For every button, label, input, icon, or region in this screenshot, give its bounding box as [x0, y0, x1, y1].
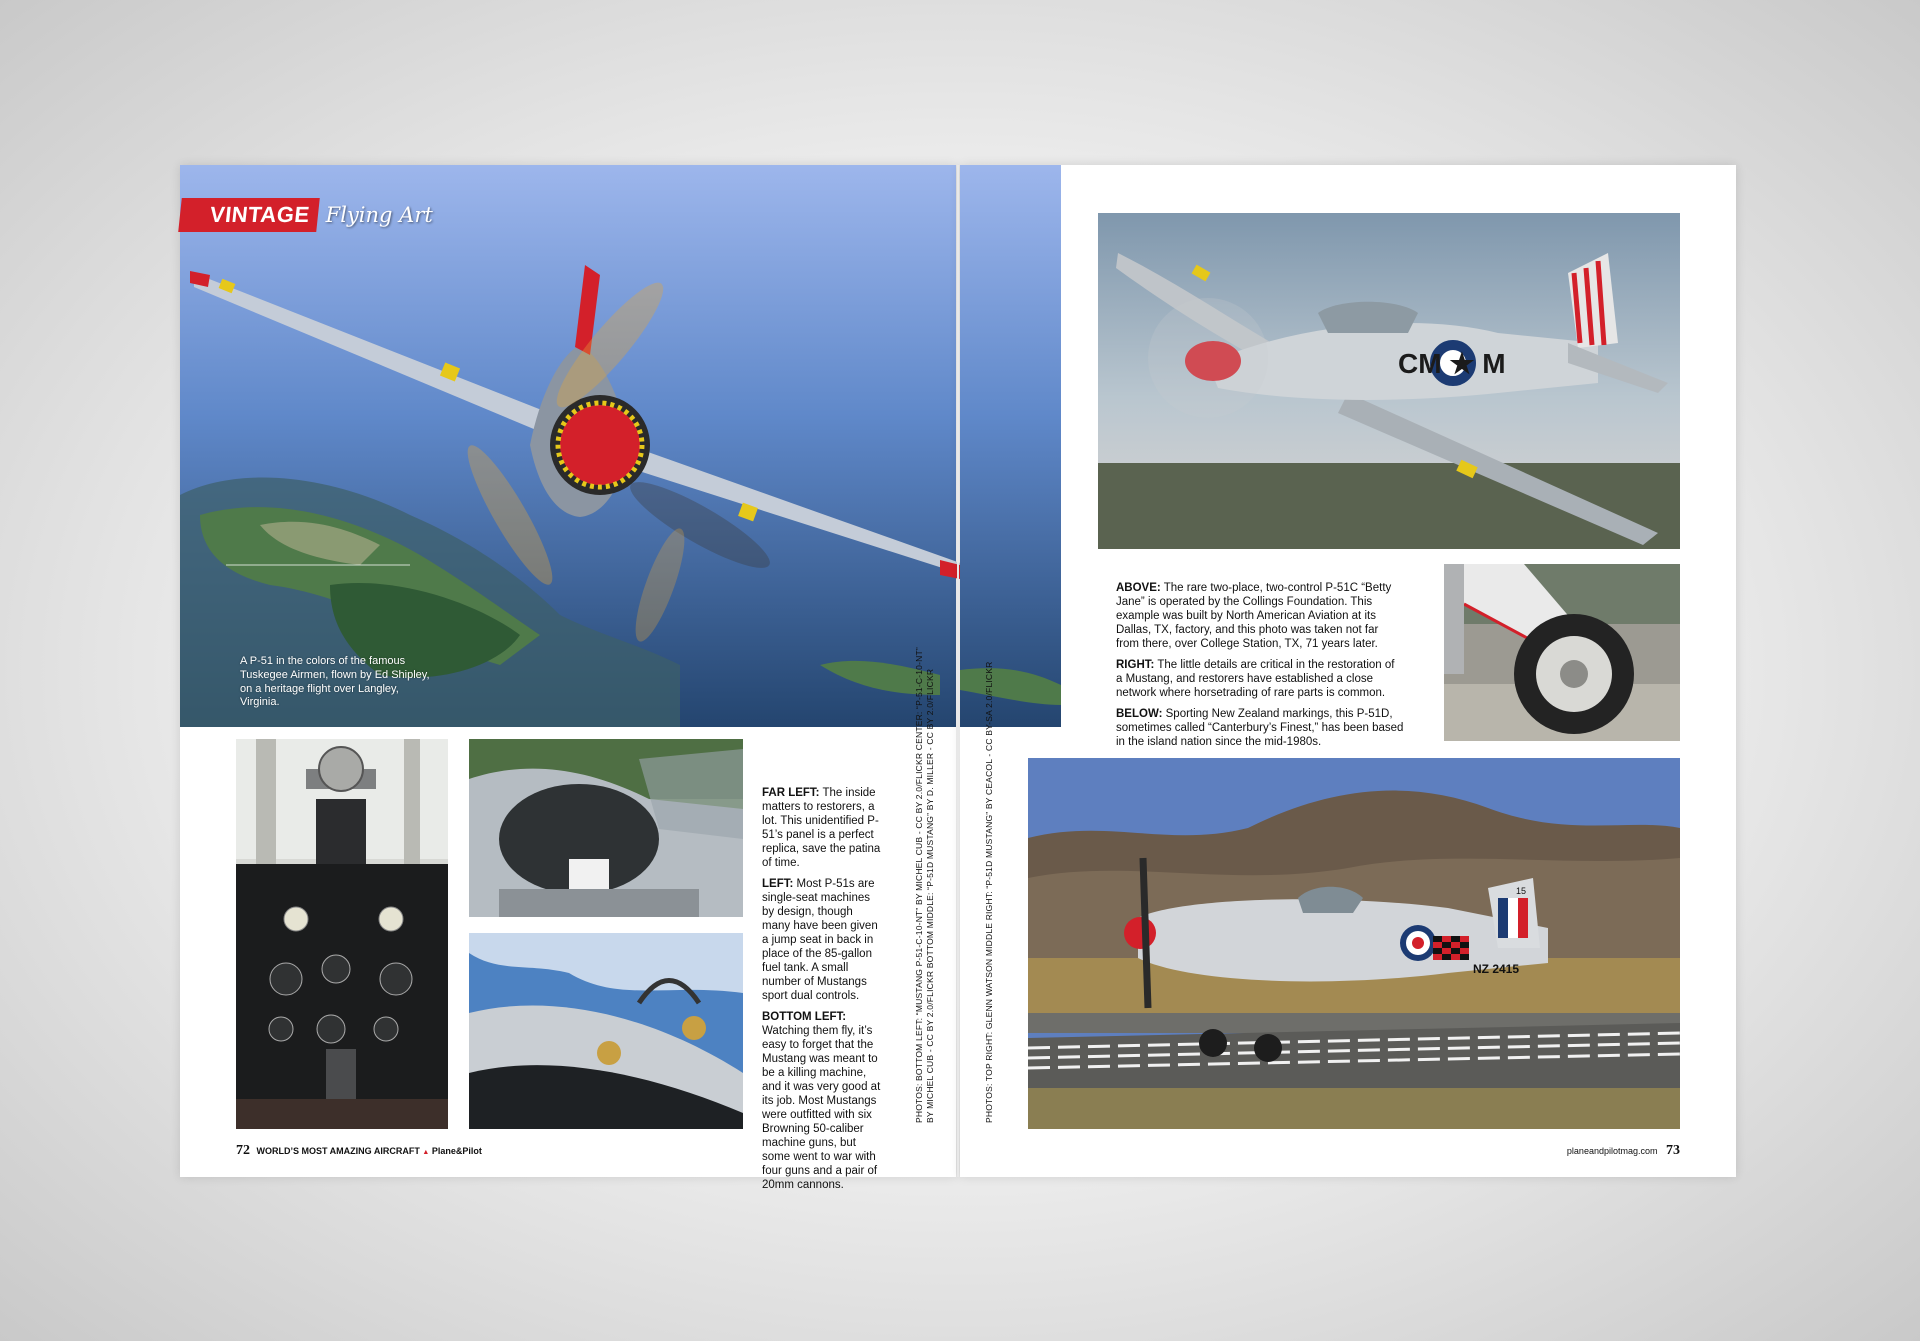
website-url: planeandpilotmag.com: [1566, 1146, 1658, 1156]
photo-cockpit-panel: [236, 739, 448, 1129]
footer-left: [236, 1143, 482, 1159]
caption-far-left: FAR LEFT: The inside matters to restorers, a lot. This unidentified P-51’s panel is a perfect replica, save the patina of time.: [762, 787, 881, 870]
photo-nz-p51d: [1028, 758, 1680, 1129]
caption-above: ABOVE: The rare two-place, two-control P-51C “Betty Jane” is operated by the Collings Foundation. This example was built by North American Aviation at its Dallas, TX, factory, and this photo was taken not far from there, over College Station, TX, 71 years later.: [1116, 582, 1392, 651]
photo-cockpit-seat: [469, 739, 743, 917]
magazine-title: WORLD’S MOST AMAZING AIRCRAFT: [256, 1146, 420, 1156]
caption-below: BELOW: Sporting New Zealand markings, this P-51D, sometimes called “Canterbury’s Finest,” has been based in the island nation since the mid-1980s.: [1116, 708, 1404, 749]
caption-bottom-left: BOTTOM LEFT: Watching them fly, it’s easy to forget that the Mustang was meant to be a killing machine, and it was very good at its job. Most Mustangs were outfitted with six Browning 50-caliber machine guns, but some went to war with four guns and a pair of 20mm cannons.: [762, 1011, 881, 1192]
right-captions: [1116, 581, 1404, 756]
spine-divider: [957, 165, 959, 1177]
photo-betty-jane-p51c: [1098, 213, 1680, 549]
right-page: [960, 165, 1736, 1177]
photo-mustang-guns: [469, 933, 743, 1129]
flying-art-label: Flying Art: [325, 203, 433, 227]
photo-landing-gear-wheel: [1444, 564, 1680, 741]
hero-caption: A P-51 in the colors of the famous Tuskegee Airmen, flown by Ed Shipley, on a heritage flight over Langley, Virginia.: [240, 655, 430, 709]
page-number-left: 72: [236, 1143, 250, 1158]
triangle-icon: ▲: [422, 1149, 430, 1156]
caption-right: RIGHT: The little details are critical in the restoration of a Mustang, and restorers have established a close network where horsetrading of rare parts is common.: [1116, 659, 1395, 700]
section-header: [180, 197, 433, 233]
hero-photo-continuation: [960, 165, 1061, 727]
marking-nz: NZ 2415: [1473, 962, 1520, 976]
left-page: [180, 165, 956, 1192]
footer-right: [1567, 1143, 1680, 1159]
page-number-right: 73: [1666, 1143, 1680, 1158]
photo-credits-left: PHOTOS: BOTTOM LEFT: “MUSTANG P-51-C-10-NT” BY MICHEL CUB - CC BY 2.0/FLICKR CENTER: “P-51-C-10-NT” BY MICHEL CUB - CC BY 2.0/FLICKR BOTTOM MIDDLE: “P-51D MUSTANG” BY D. MILLER - CC BY 2.0/FLICKR: [914, 647, 935, 1123]
marking-cm: CM ★ M: [1398, 348, 1506, 379]
vintage-label: VINTAGE: [178, 198, 319, 232]
marking-tail: 15: [1516, 886, 1527, 896]
hero-photo-p51-tuskegee: [180, 165, 956, 727]
photo-credits-right: PHOTOS: TOP RIGHT: GLENN WATSON MIDDLE RIGHT: “P-51D MUSTANG” BY CEACOL - CC BY-SA 2.0/FLICKR: [984, 661, 994, 1123]
brand-name: Plane&Pilot: [431, 1146, 482, 1156]
caption-left: LEFT: Most P-51s are single-seat machines by design, though many have been given a jump seat in back in place of the 85-gallon fuel tank. A small number of Mustangs sport dual controls.: [762, 878, 878, 1003]
left-captions: [762, 786, 882, 1199]
